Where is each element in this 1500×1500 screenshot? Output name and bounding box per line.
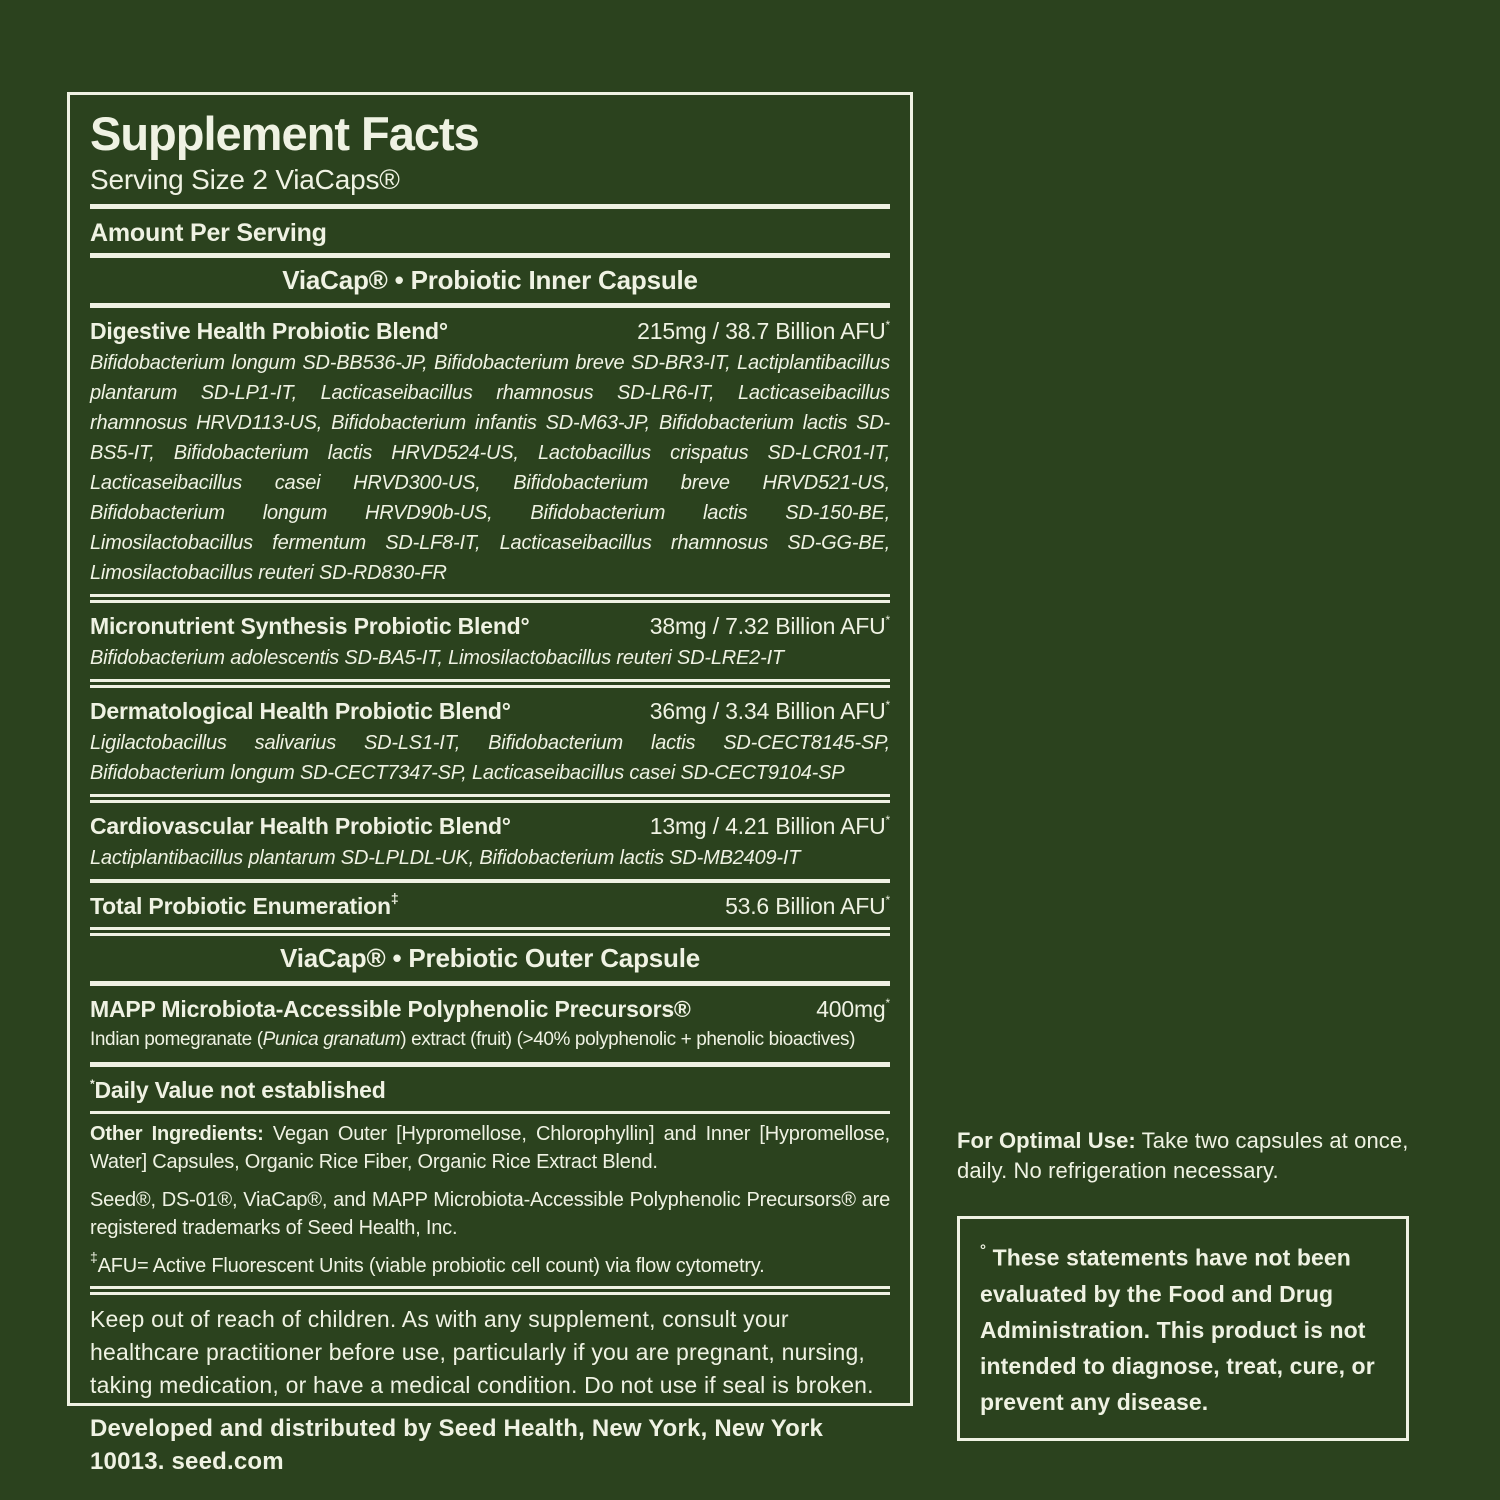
mapp-description (90, 1026, 890, 1054)
blend-row-cardiovascular (90, 811, 890, 841)
double-dagger-marker: ‡ (90, 1249, 98, 1266)
blend-strains: Lactiplantibacillus plantarum SD-LPLDL-UK, Bifidobacterium lactis SD-MB2409-IT (90, 847, 801, 869)
total-value-text: 53.6 Billion AFU (725, 893, 886, 919)
blend-amount (637, 316, 890, 346)
afu-definition-text: AFU= Active Fluorescent Units (viable probiotic cell count) via flow cytometry. (97, 1255, 765, 1277)
mapp-species-name: Punica granatum (262, 1029, 401, 1050)
mapp-amount (816, 994, 890, 1024)
blend-name: Dermatological Health Probiotic Blend° (90, 698, 511, 724)
inner-capsule-header: ViaCap® • Probiotic Inner Capsule (282, 265, 698, 295)
afu-definition (90, 1249, 890, 1280)
footnote-marker: * (885, 893, 890, 908)
blend-row-dermatological (90, 696, 890, 726)
divider-double (90, 594, 890, 603)
degree-marker: ° (980, 1242, 987, 1259)
divider-double (90, 927, 890, 936)
amount-per-serving-header: Amount Per Serving (90, 219, 327, 247)
daily-value-text: Daily Value not established (94, 1077, 386, 1103)
mapp-label: MAPP Microbiota-Accessible Polyphenolic Precursors® (90, 996, 691, 1022)
fda-disclaimer (980, 1235, 1386, 1420)
trademark-note: Seed®, DS-01®, ViaCap®, and MAPP Microbiota-Accessible Polyphenolic Precursors® are registered trademarks of Seed Health, Inc. (90, 1189, 890, 1239)
divider-double (90, 1286, 890, 1295)
other-ingredients-text: Vegan Outer [Hypromellose, Chlorophyllin] and Inner [Hypromellose, Water] Capsules, Organic Rice Fiber, Organic Rice Extract Blend. (90, 1123, 890, 1173)
supplement-facts-panel (67, 92, 913, 1475)
mapp-amount-value: 400mg (816, 996, 886, 1022)
divider-thick (90, 981, 890, 986)
other-ingredients-label: Other Ingredients: (90, 1123, 264, 1145)
blend-strains: Bifidobacterium adolescentis SD-BA5-IT, Limosilactobacillus reuteri SD-LRE2-IT (90, 647, 784, 669)
panel-title: Supplement Facts (90, 107, 479, 160)
footnote-marker: * (885, 996, 890, 1011)
blend-strains: Bifidobacterium longum SD-BB536-JP, Bifidobacterium breve SD-BR3-IT, Lactiplantibacillus plantarum SD-LP1-IT, Lacticaseibacillus rhamnosus SD-LR6-IT, Lacticaseibacillus rhamnosus HRVD113-US, Bifidobacterium infantis SD-M63-JP, Bifidobacterium lactis SD-BS5-IT, Bifidobacterium lactis HRVD524-US, Lactobacillus crispatus SD-LCR01-IT, Lacticaseibacillus casei HRVD300-US, Bifidobacterium breve HRVD521-US, Bifidobacterium longum HRVD90b-US, Bifidobacterium lactis SD-150-BE, Limosilactobacillus fermentum SD-LF8-IT, Lacticaseibacillus rhamnosus SD-GG-BE, Limosilactobacillus reuteri SD-RD830-FR (90, 352, 890, 584)
mapp-desc-suffix: ) extract (fruit) (>40% polyphenolic + phenolic bioactives) (400, 1029, 856, 1050)
blend-amount (650, 811, 890, 841)
fda-disclaimer-box (957, 1216, 1409, 1441)
footnote-marker: * (885, 318, 890, 333)
blend-amount-value: 13mg / 4.21 Billion AFU (649, 813, 886, 839)
divider-double (90, 794, 890, 803)
outer-capsule-header: ViaCap® • Prebiotic Outer Capsule (280, 943, 700, 973)
other-ingredients (90, 1120, 890, 1176)
footnote-marker: * (885, 698, 890, 713)
total-probiotic-row (90, 891, 890, 921)
optimal-use-note (957, 1126, 1409, 1186)
blend-amount-value: 36mg / 3.34 Billion AFU (649, 698, 886, 724)
optimal-use-text: Take two capsules at once, daily. No refrigeration necessary. (957, 1128, 1409, 1183)
blend-amount-value: 38mg / 7.32 Billion AFU (649, 613, 886, 639)
blend-row-micronutrient (90, 611, 890, 641)
footnote-marker: * (90, 1077, 95, 1092)
divider-thick (90, 253, 890, 258)
divider-medium (90, 1111, 890, 1114)
divider-thick (90, 303, 890, 308)
divider-thick (90, 204, 890, 209)
footnote-marker: * (885, 813, 890, 828)
footnote-marker: * (885, 613, 890, 628)
divider-medium (90, 879, 890, 883)
usage-column (957, 1126, 1409, 1441)
mapp-desc-prefix: Indian pomegranate ( (90, 1029, 263, 1050)
total-value (725, 891, 890, 921)
serving-size: Serving Size 2 ViaCaps® (90, 164, 400, 195)
blend-name: Micronutrient Synthesis Probiotic Blend° (90, 613, 530, 639)
blend-strains: Ligilactobacillus salivarius SD-LS1-IT, Bifidobacterium lactis SD-CECT8145-SP, Bifidobacterium longum SD-CECT7347-SP, Lacticaseibacillus casei SD-CECT9104-SP (90, 732, 890, 784)
blend-amount (650, 611, 890, 641)
mapp-row (90, 994, 890, 1024)
blend-amount (650, 696, 890, 726)
total-label (90, 891, 398, 921)
double-dagger-marker: ‡ (390, 890, 399, 907)
optimal-use-label: For Optimal Use: (957, 1128, 1136, 1153)
divider-double (90, 679, 890, 688)
daily-value-note (90, 1075, 890, 1105)
divider-thick (90, 1062, 890, 1067)
blend-name: Digestive Health Probiotic Blend° (90, 318, 448, 344)
fda-disclaimer-text: These statements have not been evaluated by the Food and Drug Administration. This product is not intended to diagnose, treat, cure, or prevent any disease. (980, 1244, 1375, 1415)
blend-row-digestive (90, 316, 890, 346)
blend-name: Cardiovascular Health Probiotic Blend° (90, 813, 511, 839)
blend-amount-value: 215mg / 38.7 Billion AFU (637, 318, 886, 344)
caution-note: Keep out of reach of children. As with any supplement, consult your healthcare practitioner before use, particularly if you are pregnant, nursing, taking medication, or have a medical condition. Do not use if seal is broken. (90, 1306, 874, 1398)
distributor-note: Developed and distributed by Seed Health, New York, New York 10013. seed.com (90, 1415, 824, 1475)
total-label-text: Total Probiotic Enumeration (90, 893, 391, 919)
